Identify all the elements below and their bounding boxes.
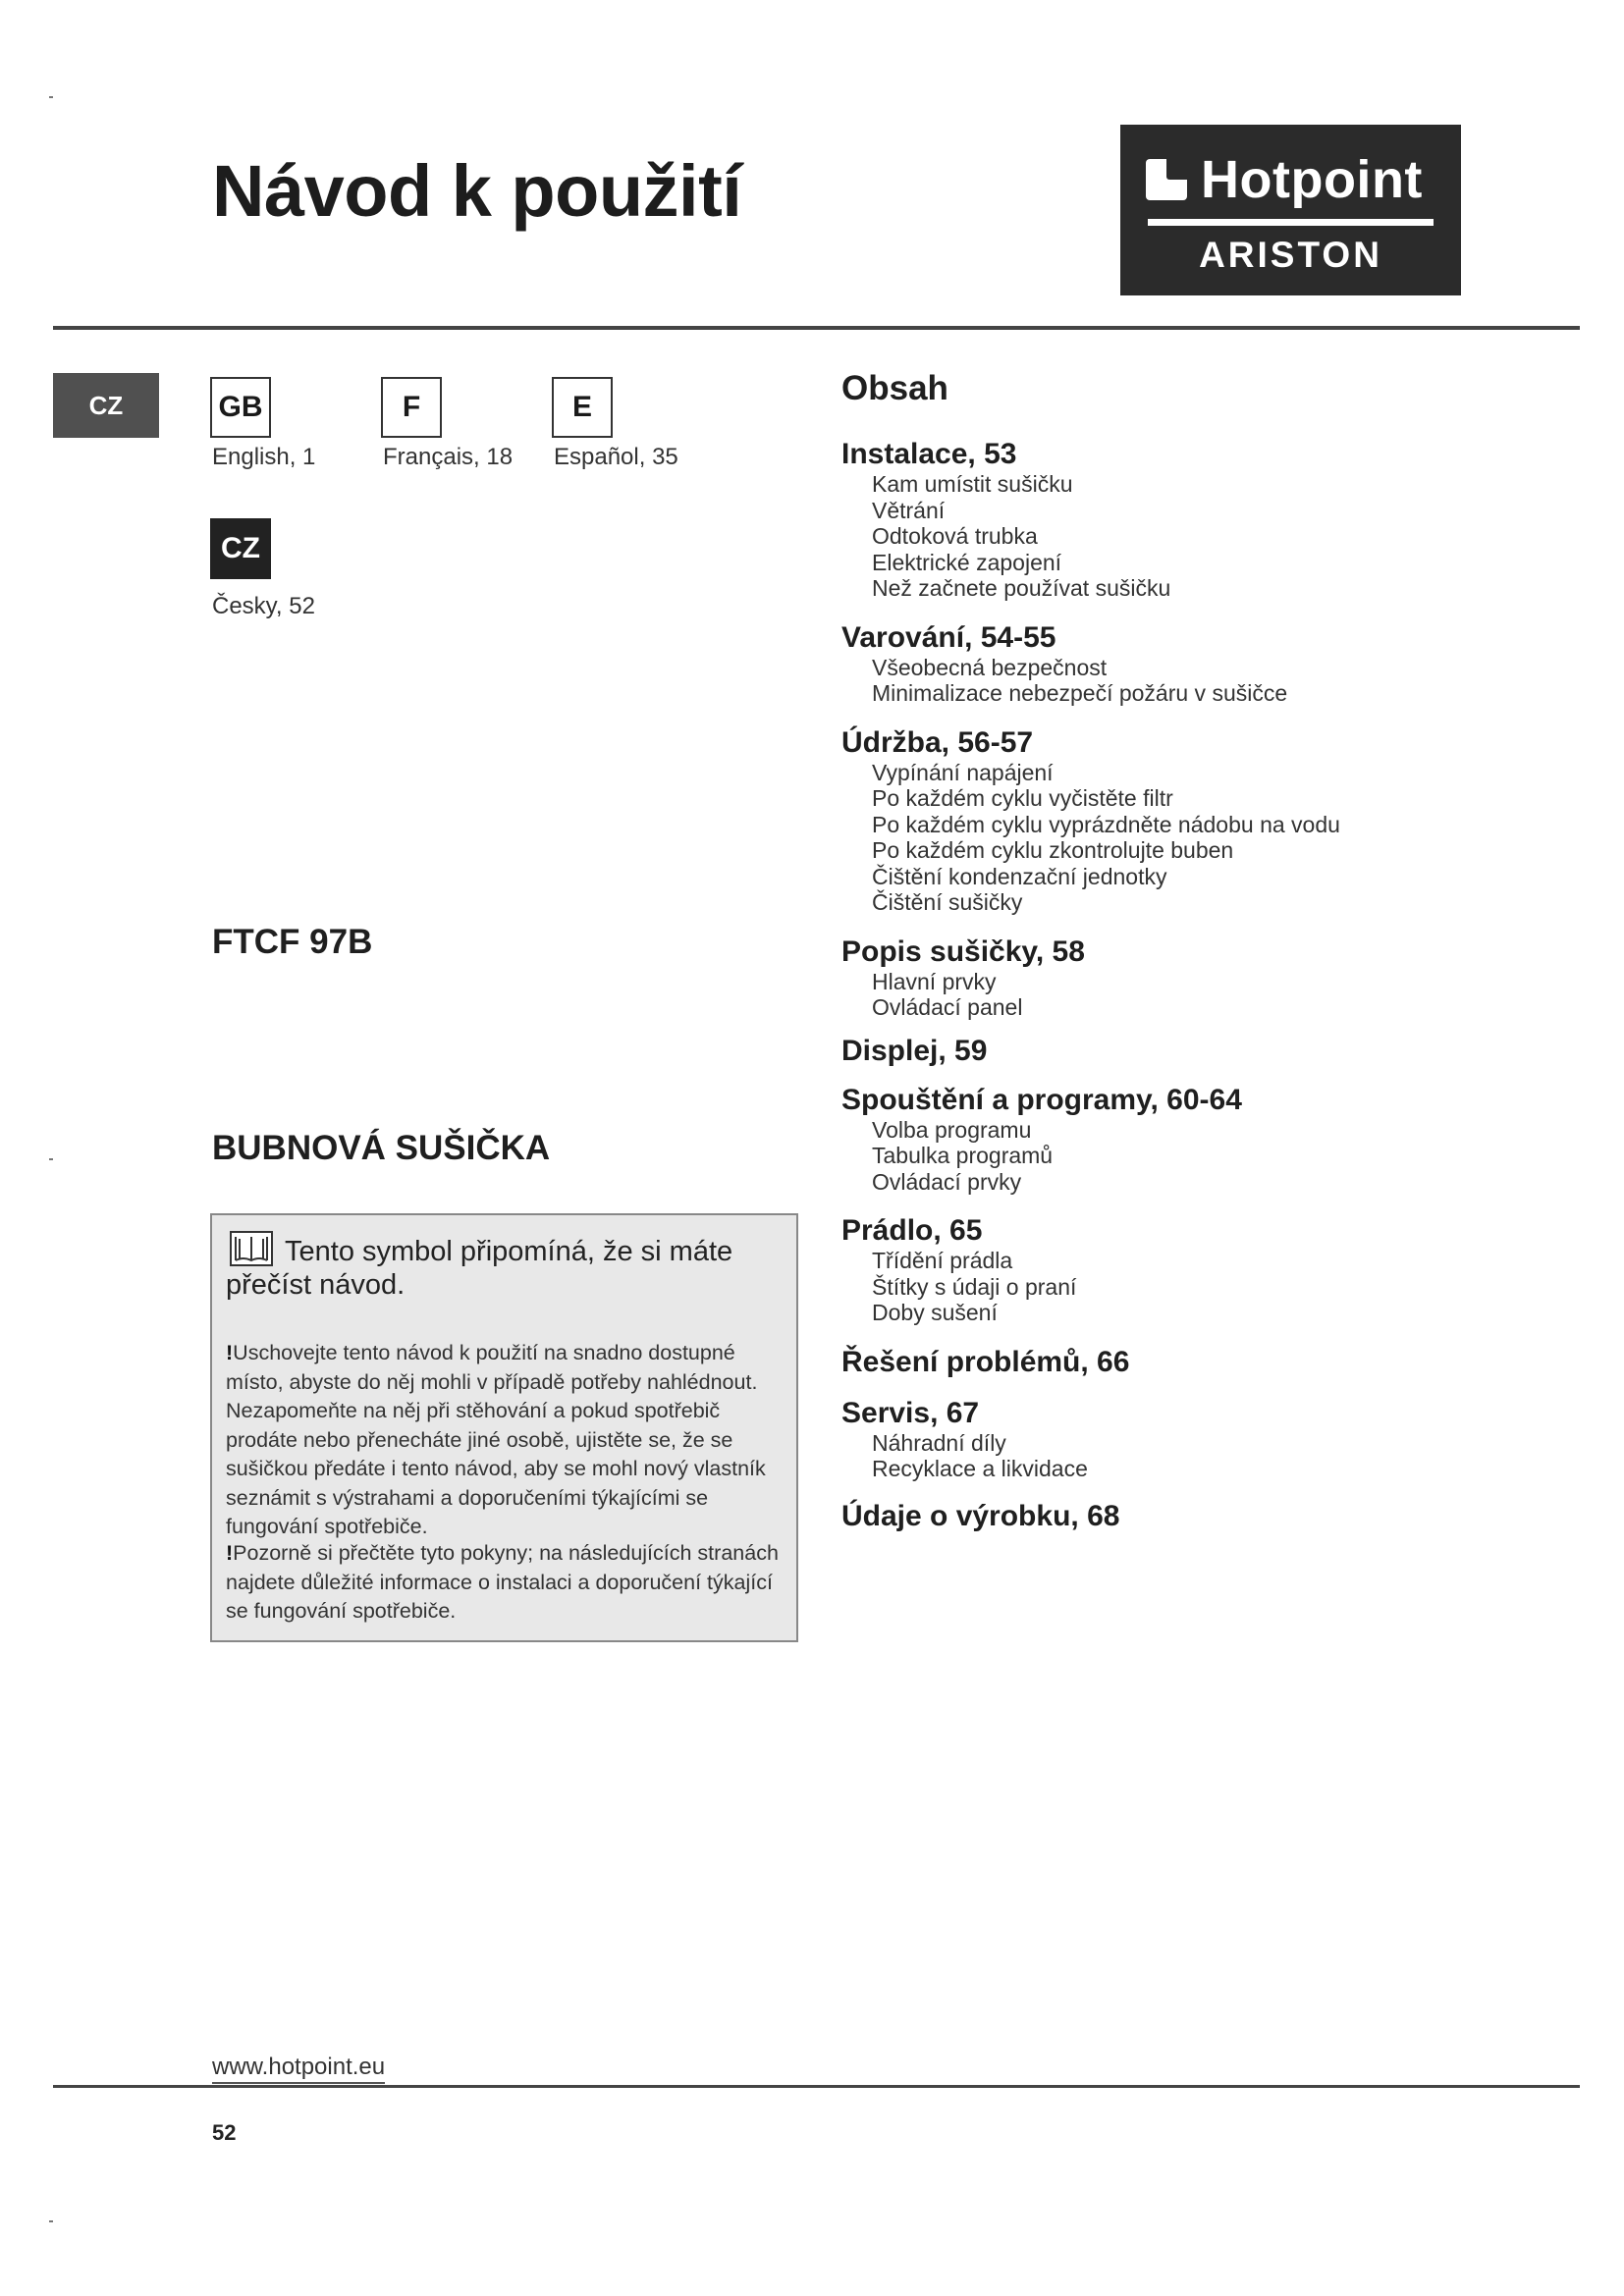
scan-tick-mark — [49, 2220, 53, 2222]
website-url[interactable]: www.hotpoint.eu — [212, 2054, 385, 2084]
contents-title: Obsah — [841, 369, 948, 407]
contents-item[interactable]: Ovládací prvky — [872, 1168, 1022, 1195]
contents-item[interactable]: Kam umístit sušičku — [872, 471, 1073, 497]
notice-paragraph-1 — [226, 1339, 784, 1542]
scan-tick-mark — [49, 1158, 53, 1160]
language-code-gb[interactable]: GB — [210, 377, 271, 438]
contents-section — [841, 438, 1588, 602]
contents-section — [841, 1500, 1588, 1533]
logo-sub-brand: ARISTON — [1199, 235, 1382, 275]
contents-section — [841, 1035, 1588, 1068]
contents-item[interactable]: Po každém cyklu zkontrolujte buben — [872, 837, 1234, 863]
footer-rule — [53, 2085, 1580, 2088]
contents-item[interactable]: Vypínání napájení — [872, 759, 1054, 785]
contents-section-heading[interactable]: Údaje o výrobku, 68 — [841, 1499, 1120, 1532]
contents-section — [841, 1214, 1588, 1326]
contents-item[interactable]: Čištění sušičky — [872, 889, 1023, 915]
contents-item[interactable]: Volba programu — [872, 1116, 1032, 1143]
notice-heading: Tento symbol připomíná, že si máte přečíst návod. — [226, 1236, 733, 1301]
notice-bang: ! — [226, 1341, 234, 1364]
contents-list — [841, 438, 1588, 1533]
scan-tick-mark — [49, 96, 53, 98]
language-label-cz[interactable]: Česky, 52 — [212, 593, 315, 619]
contents-item[interactable]: Tabulka programů — [872, 1143, 1054, 1168]
contents-section — [841, 1397, 1588, 1482]
notice-paragraph-2 — [226, 1539, 784, 1627]
language-code-cz[interactable]: CZ — [210, 518, 271, 579]
contents-item[interactable]: Elektrické zapojení — [872, 549, 1062, 575]
contents-item[interactable]: Ovládací panel — [872, 994, 1023, 1020]
notice-paragraph-2-text: Pozorně si přečtěte tyto pokyny; na následujících stranách najdete důležité informace o instalaci a doporučení týkající se fungování spotřebiče. — [226, 1541, 779, 1623]
language-label-f[interactable]: Français, 18 — [383, 444, 514, 470]
contents-section — [841, 621, 1588, 707]
page-number: 52 — [212, 2120, 237, 2145]
contents-section-heading[interactable]: Spouštění a programy, 60-64 — [841, 1083, 1242, 1116]
contents-section-heading[interactable]: Řešení problémů, 66 — [841, 1345, 1130, 1378]
contents-item[interactable]: Hlavní prvky — [872, 968, 997, 994]
page-title: Návod k použití — [212, 150, 742, 232]
notice-bang: ! — [226, 1541, 234, 1565]
contents-section — [841, 1084, 1588, 1196]
language-tab-cz: CZ — [53, 373, 159, 438]
notice-paragraph-1-text: Uschovejte tento návod k použití na snadno dostupné místo, abyste do něj mohli v případě potřeby nahlédnout. Nezapomeňte na něj při stěhování a pokud spotřebič prodáte nebo přenecháte jiné osobě, ujistěte se, že se sušičkou předáte i tento návod, aby se mohl nový vlastník seznámit s výstrahami a doporučeními týkajícími se fungování spotřebiče. — [226, 1341, 766, 1538]
logo-brand: Hotpoint — [1201, 150, 1423, 209]
language-code-e[interactable]: E — [552, 377, 613, 438]
notice-box — [210, 1213, 798, 1642]
contents-item[interactable]: Minimalizace nebezpečí požáru v sušičce — [872, 680, 1288, 706]
contents-item[interactable]: Odtoková trubka — [872, 523, 1038, 549]
contents-item[interactable]: Po každém cyklu vyprázdněte nádobu na vodu — [872, 811, 1340, 837]
hotpoint-ariston-logo — [1120, 125, 1461, 295]
contents-item[interactable]: Třídění prádla — [872, 1248, 1013, 1273]
language-label-e[interactable]: Español, 35 — [554, 444, 678, 470]
contents-section-heading[interactable]: Varování, 54-55 — [841, 620, 1056, 654]
contents-item[interactable]: Doby sušení — [872, 1300, 998, 1325]
contents-item[interactable]: Recyklace a likvidace — [872, 1456, 1088, 1481]
contents-item[interactable]: Všeobecná bezpečnost — [872, 654, 1108, 680]
model-number: FTCF 97B — [212, 923, 373, 961]
contents-section — [841, 935, 1588, 1021]
contents-item[interactable]: Štítky s údaji o praní — [872, 1273, 1077, 1300]
contents-section-heading[interactable]: Popis sušičky, 58 — [841, 934, 1085, 968]
contents-section — [841, 726, 1588, 916]
contents-section-heading[interactable]: Prádlo, 65 — [841, 1214, 983, 1247]
contents-item[interactable]: Náhradní díly — [872, 1429, 1006, 1456]
contents-section-heading[interactable]: Displej, 59 — [841, 1034, 988, 1067]
contents-item[interactable]: Čištění kondenzační jednotky — [872, 863, 1167, 889]
logo-divider — [1148, 219, 1434, 226]
header-rule — [53, 326, 1580, 330]
contents-section-heading[interactable]: Údržba, 56-57 — [841, 725, 1034, 759]
contents-section-heading[interactable]: Instalace, 53 — [841, 438, 1017, 470]
product-type: BUBNOVÁ SUŠIČKA — [212, 1129, 551, 1167]
contents-section-heading[interactable]: Servis, 67 — [841, 1396, 980, 1429]
contents-item[interactable]: Než začnete používat sušičku — [872, 575, 1171, 601]
language-label-gb[interactable]: English, 1 — [212, 444, 316, 470]
contents-item[interactable]: Větrání — [872, 497, 946, 523]
contents-item[interactable]: Po každém cyklu vyčistěte filtr — [872, 785, 1173, 811]
brand-square-icon — [1146, 159, 1187, 200]
language-code-f[interactable]: F — [381, 377, 442, 438]
contents-section — [841, 1346, 1588, 1379]
